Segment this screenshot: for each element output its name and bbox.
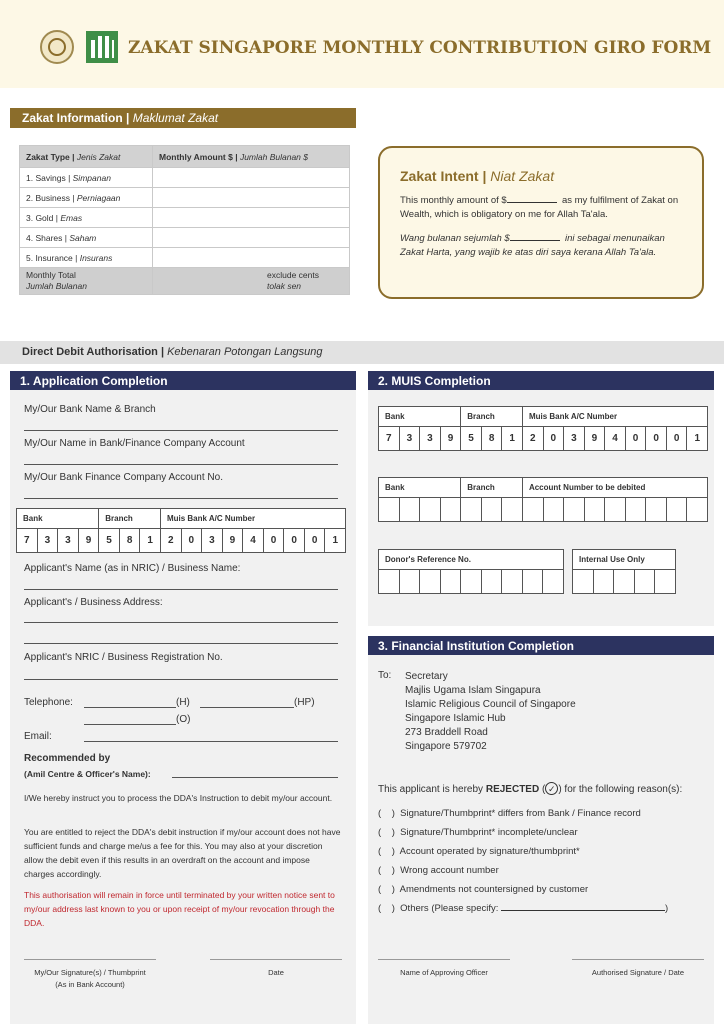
input-cell[interactable] [481,570,502,594]
input-cell[interactable] [379,570,400,594]
intent-title-ms: Niat Zakat [490,168,555,184]
digit-cell: 9 [78,529,99,553]
table-row: 5. Insurance | Insurans [20,248,350,268]
digit-cell: 3 [202,529,223,553]
digit-cell: 0 [304,529,325,553]
list-item[interactable]: ( ) Signature/Thumbprint* differs from Bank / Finance record [378,808,641,819]
phone-mobile-field[interactable] [200,707,294,708]
grid-bank-label: Bank [17,509,99,529]
phone-office-field[interactable] [84,724,176,725]
digit-cell: 9 [584,427,605,451]
intent-title: Zakat Intent [400,168,479,184]
nric-field[interactable] [24,679,338,680]
grid-branch-label: Branch [99,509,161,529]
intent-ms: Wang bulanan sejumlah $ ini sebagai menunaikan Zakat Harta, yang wajib ke atas diri saya kerana Allah Ta'ala. [400,233,665,258]
digit-cell: 3 [420,427,441,451]
list-item[interactable]: ( ) Wrong account number [378,865,499,876]
table-row: 1. Savings | Simpanan [20,168,350,188]
input-cell[interactable] [573,570,594,594]
input-cell[interactable] [564,498,585,522]
mobile-suffix: (HP) [294,697,315,708]
input-cell[interactable] [502,570,523,594]
digit-cell: 1 [140,529,161,553]
digit-cell: 7 [379,427,400,451]
nric-label: Applicant's NRIC / Business Registration No. [24,652,223,663]
input-cell[interactable] [543,570,564,594]
account-no-label: My/Our Bank Finance Company Account No. [24,472,223,483]
total-row: Monthly Total Jumlah Bulanan exclude cents tolak sen [20,268,350,295]
grid-branch-label: Branch [461,478,523,498]
digit-cell: 4 [605,427,626,451]
approving-officer-label: Name of Approving Officer [400,968,488,977]
form-title: ZAKAT SINGAPORE MONTHLY CONTRIBUTION GIRO FORM [128,38,712,58]
total-input[interactable]: exclude cents tolak sen [153,268,350,295]
address-label: Applicant's / Business Address: [24,597,163,608]
address-field-1[interactable] [24,622,338,623]
input-cell[interactable] [646,498,667,522]
amount-input[interactable] [153,208,350,228]
list-item[interactable]: ( ) Amendments not countersigned by customer [378,884,589,895]
input-cell[interactable] [461,570,482,594]
bank-name-field[interactable] [24,430,338,431]
digit-cell: 3 [37,529,58,553]
reasons-list [378,808,708,922]
input-cell[interactable] [605,498,626,522]
zakat-info-header: Zakat Information | Maklumat Zakat [10,108,356,128]
digit-cell: 1 [325,529,346,553]
input-cell[interactable] [481,498,502,522]
muis-bank-grid [378,406,708,451]
input-cell[interactable] [420,570,441,594]
amil-field[interactable] [172,777,338,778]
zakat-info-title-ms: Maklumat Zakat [132,111,219,125]
to-label: To: [378,670,392,681]
zakat-logo-icon [86,31,118,63]
table-row: 3. Gold | Emas [20,208,350,228]
checkmark-icon: ✓ [545,782,558,795]
input-cell[interactable] [625,498,646,522]
input-cell[interactable] [543,498,564,522]
col-zakat-type: Zakat Type | Jenis Zakat [20,146,153,168]
list-item[interactable]: ( ) Signature/Thumbprint* incomplete/unclear [378,827,578,838]
email-label: Email: [24,731,52,742]
muis-title: 2. MUIS Completion [368,371,714,390]
zakat-intent-box: Zakat Intent | Niat Zakat This monthly amount of $ as my fulfilment of Zakat on Wealth, which is obligatory on me for Allah Ta'ala. Wang bulanan sejumlah $ ini sebagai menunaikan Zakat Harta, yang wajib ke atas diri saya kerana Allah Ta'ala. [378,146,704,299]
donor-ref-label: Donor's Reference No. [379,550,564,570]
internal-use-grid [572,549,676,594]
account-name-field[interactable] [24,464,338,465]
input-cell[interactable] [655,570,676,594]
digit-cell: 2 [160,529,181,553]
amount-input[interactable] [153,248,350,268]
amount-input[interactable] [153,228,350,248]
signature-field[interactable] [24,959,156,960]
input-cell[interactable] [461,498,482,522]
digit-cell: 3 [58,529,79,553]
grid-muis-label: Muis Bank A/C Number [522,407,707,427]
dda-header: Direct Debit Authorisation | Kebenaran Potongan Langsung [0,341,724,364]
amount-blank[interactable] [507,202,557,203]
list-item[interactable]: ( ) Others (Please specify: ) [378,903,669,914]
signature-sublabel: (As in Bank Account) [55,980,125,989]
digit-cell: 1 [687,427,708,451]
digit-cell: 0 [284,529,305,553]
digit-cell: 5 [99,529,120,553]
grid-bank-label: Bank [379,478,461,498]
input-cell[interactable] [593,570,614,594]
input-cell[interactable] [379,498,400,522]
input-cell[interactable] [666,498,687,522]
date-field[interactable] [210,959,342,960]
address-field-2[interactable] [24,643,338,644]
input-cell[interactable] [522,498,543,522]
signature-label: My/Our Signature(s) / Thumbprint [34,968,146,977]
recipient-address: Secretary Majlis Ugama Islam Singapura Islamic Religious Council of Singapore Singapore Islamic Hub 273 Braddell Road Singapore 579702 [405,671,576,752]
digit-cell: 8 [481,427,502,451]
input-cell[interactable] [522,570,543,594]
internal-use-label: Internal Use Only [573,550,676,570]
digit-cell: 3 [399,427,420,451]
list-item[interactable]: ( ) Account operated by signature/thumbprint* [378,846,580,857]
input-cell[interactable] [584,498,605,522]
input-cell[interactable] [614,570,635,594]
digit-cell: 0 [625,427,646,451]
email-field[interactable] [84,741,338,742]
account-no-field[interactable] [24,498,338,499]
input-cell[interactable] [440,498,461,522]
digit-cell: 9 [222,529,243,553]
digit-cell: 0 [646,427,667,451]
date-label: Date [268,968,284,977]
zakat-info-title: Zakat Information [22,111,123,125]
home-suffix: (H) [176,697,190,708]
input-cell[interactable] [399,570,420,594]
table-row: 4. Shares | Saham [20,228,350,248]
applicant-name-field[interactable] [24,589,338,590]
authorised-signature-label: Authorised Signature / Date [591,968,685,977]
digit-cell: 8 [119,529,140,553]
amil-label: (Amil Centre & Officer's Name): [24,769,151,779]
digit-cell: 2 [522,427,543,451]
input-cell[interactable] [420,498,441,522]
debit-account-grid [378,477,708,522]
application-bank-grid [16,508,346,553]
input-cell[interactable] [440,570,461,594]
grid-bank-label: Bank [379,407,461,427]
input-cell[interactable] [687,498,708,522]
amount-input[interactable] [153,188,350,208]
table-row: 2. Business | Perniagaan [20,188,350,208]
digit-cell: 7 [17,529,38,553]
zakat-table [19,145,350,295]
entitlement-para: You are entitled to reject the DDA's debit instruction if my/our account does not have sufficient funds and charge me/us a fee for this. You may also at your discretion allow the debit even if this results in an overdraft on the account and impose charges accordingly. [24,827,341,879]
phone-home-field[interactable] [84,707,176,708]
digit-cell: 5 [461,427,482,451]
digit-cell: 3 [564,427,585,451]
digit-cell: 0 [181,529,202,553]
digit-cell: 0 [263,529,284,553]
input-cell[interactable] [502,498,523,522]
rejected-statement: This applicant is hereby REJECTED ( ✓ ) for the following reason(s): [378,784,683,795]
application-title: 1. Application Completion [10,371,356,390]
digit-cell: 4 [243,529,264,553]
grid-branch-label: Branch [461,407,523,427]
bank-name-label: My/Our Bank Name & Branch [24,404,156,415]
instruction-para: I/We hereby instruct you to process the DDA's Instruction to debit my/our account. [24,793,333,803]
digit-cell: 0 [543,427,564,451]
authorisation-para: This authorisation will remain in force until terminated by your written notice sent to my/our address last known to you or upon receipt of my/our revocation through the DDA. [24,890,335,928]
digit-cell: 9 [440,427,461,451]
grid-muis-label: Muis Bank A/C Number [160,509,345,529]
input-cell[interactable] [399,498,420,522]
office-suffix: (O) [176,714,191,725]
intent-en: This monthly amount of $ as my fulfilment of Zakat on Wealth, which is obligatory on me for Allah Ta'ala. [400,195,679,220]
amount-input[interactable] [153,168,350,188]
digit-cell: 0 [666,427,687,451]
muis-logo-icon [40,30,74,64]
approving-officer-field[interactable] [378,959,510,960]
digit-cell: 1 [502,427,523,451]
applicant-name-label: Applicant's Name (as in NRIC) / Business Name: [24,563,241,574]
grid-account-label: Account Number to be debited [522,478,707,498]
account-name-label: My/Our Name in Bank/Finance Company Account [24,438,245,449]
authorised-signature-field[interactable] [572,959,704,960]
telephone-label: Telephone: [24,697,73,708]
col-monthly-amount: Monthly Amount $ | Jumlah Bulanan $ [153,146,350,168]
financial-title: 3. Financial Institution Completion [368,636,714,655]
donor-ref-grid [378,549,564,594]
input-cell[interactable] [634,570,655,594]
amount-blank[interactable] [510,240,560,241]
recommended-label: Recommended by [24,753,111,764]
